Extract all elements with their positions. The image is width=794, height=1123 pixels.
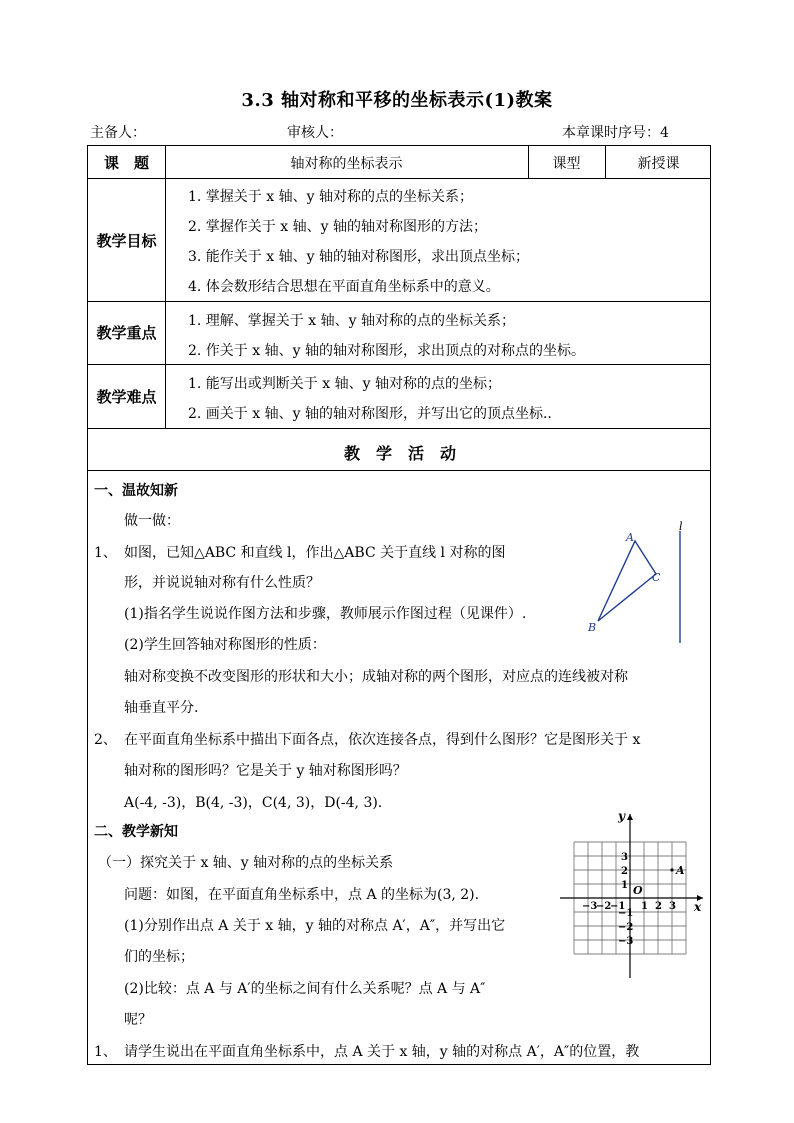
meta-row — [90, 122, 710, 142]
topic-value: 轴对称的坐标表示 — [290, 156, 403, 172]
difficulties-label: 教学难点 — [96, 388, 157, 406]
key-point-item: 2. 作关于 x 轴、y 轴的轴对称图形，求出顶点的对称点的坐标。 — [188, 343, 585, 359]
key-points-label: 教学重点 — [96, 324, 157, 342]
problem-text: 们的坐标； — [124, 949, 194, 965]
paragraph: 轴对称变换不改变图形的形状和大小；成轴对称的两个图形，对应点的连线被对称 — [124, 669, 628, 685]
y-tick-label: −1 — [618, 908, 634, 919]
problem-text: 问题：如图，在平面直角坐标系中，点 A 的坐标为(3, 2). — [124, 887, 480, 903]
question-text: 在平面直角坐标系中描出下面各点，依次连接各点，得到什么图形？它是图形关于 x — [124, 732, 641, 748]
difficulty-item: 2. 画关于 x 轴、y 轴的轴对称图形，并写出它的顶点坐标.. — [188, 406, 552, 422]
y-tick-label: −2 — [618, 922, 634, 933]
label-c: C — [652, 571, 661, 584]
difficulty-item: 1. 能写出或判断关于 x 轴、y 轴对称的点的坐标； — [188, 376, 501, 392]
lesson-table — [87, 145, 711, 1065]
label-a: A — [626, 531, 634, 544]
activities-header: 教 学 活 动 — [343, 444, 456, 463]
section1-sub: 做一做： — [124, 513, 180, 529]
row-divider — [88, 178, 710, 179]
question-text: 形，并说说轴对称有什么性质？ — [124, 575, 320, 591]
lesson-type-label: 课型 — [552, 156, 581, 172]
x-tick-label: −1 — [610, 901, 626, 912]
paragraph: (2)学生回答轴对称图形的性质： — [124, 637, 326, 653]
problem-text: (1)分别作出点 A 关于 x 轴，y 轴的对称点 A′，A″，并写出它 — [124, 918, 506, 934]
y-tick-label: 1 — [621, 880, 628, 891]
key-point-item: 1. 理解、掌握关于 x 轴、y 轴对称的点的坐标关系； — [188, 313, 515, 329]
question-number: 2、 — [94, 732, 117, 748]
page-title: 3.3 轴对称和平移的坐标表示(1)教案 — [241, 90, 553, 111]
problem-text: 呢？ — [124, 1012, 152, 1028]
row-divider — [88, 428, 710, 429]
topic-label: 课 题 — [103, 154, 149, 172]
x-axis-label: x — [694, 900, 702, 914]
problem-text: (2)比较：点 A 与 A′的坐标之间有什么关系呢？点 A 与 A″ — [124, 981, 486, 997]
section2-sub: （一）探究关于 x 轴、y 轴对称的点的坐标关系 — [98, 855, 394, 871]
x-tick-label: 1 — [641, 901, 648, 912]
x-tick-label: −3 — [582, 901, 598, 912]
lesson-number: 本章课时序号：4 — [562, 125, 669, 141]
question-text: 请学生说出在平面直角坐标系中，点 A 关于 x 轴，y 轴的对称点 A′，A″的位置，教 — [124, 1044, 640, 1060]
section1-heading: 一、温故知新 — [94, 483, 178, 499]
objective-item: 4. 体会数形结合思想在平面直角坐标系中的意义。 — [188, 279, 500, 295]
column-divider — [165, 146, 166, 428]
objectives-label: 教学目标 — [96, 232, 157, 250]
point-a-marker — [670, 868, 673, 871]
preparer-label: 主备人： — [90, 125, 146, 141]
y-tick-label: −3 — [618, 936, 634, 947]
triangle-figure — [583, 521, 703, 646]
triangle-abc — [598, 541, 656, 621]
x-tick-label: 3 — [669, 901, 676, 912]
x-tick-label: −2 — [596, 901, 612, 912]
label-l: l — [679, 521, 683, 533]
question-number: 1、 — [94, 1044, 117, 1060]
question-number: 1、 — [94, 545, 117, 561]
point-a-label: A — [676, 864, 685, 877]
row-divider — [88, 470, 710, 471]
y-axis-arrow — [627, 814, 633, 820]
coordinate-grid-figure — [558, 808, 708, 983]
tick-labels — [582, 852, 676, 947]
point-list: A(-4, -3)，B(4, -3)，C(4, 3)，D(-4, 3). — [124, 795, 383, 811]
label-b: B — [588, 621, 597, 634]
lesson-type-value: 新授课 — [637, 156, 680, 172]
question-text: 如图，已知△ABC 和直线 l，作出△ABC 关于直线 l 对称的图 — [124, 545, 506, 561]
origin-label: O — [633, 884, 643, 897]
objective-item: 1. 掌握关于 x 轴、y 轴对称的点的坐标关系； — [188, 189, 473, 205]
section2-heading: 二、教学新知 — [94, 824, 178, 840]
objective-item: 2. 掌握作关于 x 轴、y 轴的轴对称图形的方法； — [188, 219, 487, 235]
reviewer-label: 审核人： — [287, 125, 343, 141]
y-tick-label: 3 — [621, 852, 628, 863]
row-divider — [88, 364, 710, 365]
question-text: 轴对称的图形吗？它是关于 y 轴对称图形吗？ — [124, 763, 407, 779]
paragraph: (1)指名学生说说作图方法和步骤，教师展示作图过程（见课件）. — [124, 606, 527, 622]
paragraph: 轴垂直平分. — [124, 700, 199, 716]
y-tick-label: 2 — [621, 866, 628, 877]
y-axis-label: y — [618, 809, 625, 823]
row-divider — [88, 301, 710, 302]
objective-item: 3. 能作关于 x 轴、y 轴的轴对称图形，求出顶点坐标； — [188, 249, 529, 265]
x-tick-label: 2 — [655, 901, 662, 912]
